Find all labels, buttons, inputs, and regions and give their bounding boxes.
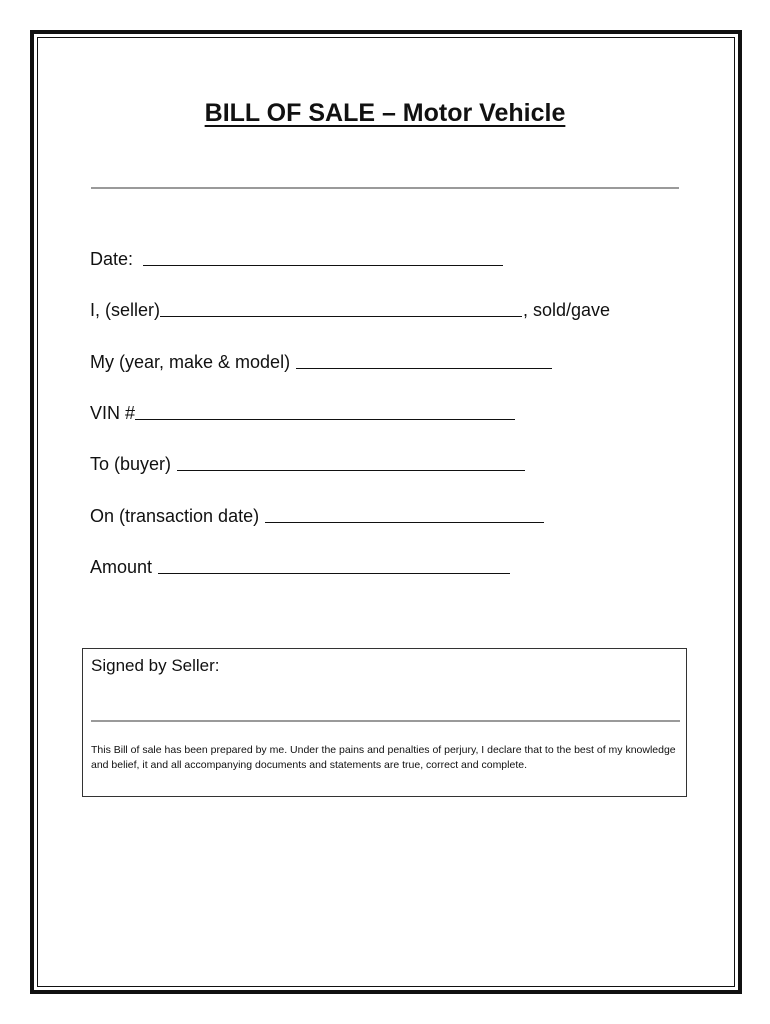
- date-blank[interactable]: [143, 265, 503, 266]
- header-divider: [91, 187, 679, 189]
- buyer-blank[interactable]: [177, 470, 525, 471]
- transaction-date-field: [90, 505, 544, 527]
- date-label: Date:: [90, 249, 134, 269]
- buyer-label: To (buyer): [90, 454, 172, 474]
- signature-line[interactable]: [91, 720, 680, 722]
- vin-field: [90, 402, 515, 424]
- vehicle-field: [90, 351, 552, 373]
- seller-label: I, (seller): [90, 300, 161, 320]
- seller-suffix: , sold/gave: [523, 300, 611, 320]
- signature-box: [82, 648, 687, 797]
- vin-label: VIN #: [90, 403, 136, 423]
- transaction-date-blank[interactable]: [265, 522, 544, 523]
- signature-label: Signed by Seller:: [91, 656, 220, 675]
- date-field: [90, 248, 503, 270]
- document-title: [0, 97, 770, 129]
- amount-blank[interactable]: [158, 573, 510, 574]
- vin-blank[interactable]: [135, 419, 515, 420]
- seller-field: [90, 299, 610, 321]
- transaction-date-label: On (transaction date): [90, 506, 260, 526]
- buyer-field: [90, 453, 525, 475]
- vehicle-blank[interactable]: [296, 368, 552, 369]
- vehicle-label: My (year, make & model): [90, 352, 291, 372]
- amount-field: [90, 556, 510, 578]
- document-title-text: BILL OF SALE – Motor Vehicle: [204, 99, 566, 127]
- perjury-declaration: This Bill of sale has been prepared by me. Under the pains and penalties of perjury, I declare that to the best of my knowledge and belief, it and all accompanying documents and statements are true, correct and complete.: [91, 744, 676, 771]
- amount-label: Amount: [90, 557, 153, 577]
- seller-blank[interactable]: [160, 316, 522, 317]
